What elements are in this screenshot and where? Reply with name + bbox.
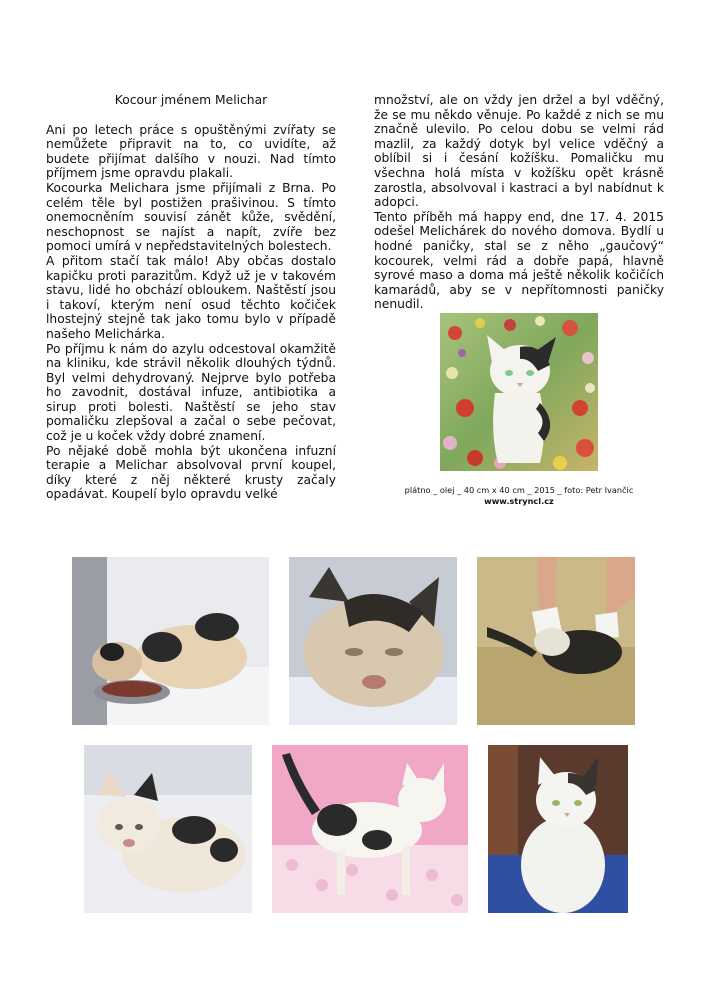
cat-photo-new-home — [488, 745, 628, 913]
caption-text: plátno _ olej _ 40 cm x 40 cm _ 2015 _ foto: Petr Ivančic — [404, 485, 634, 495]
website-link[interactable]: www.stryncl.cz — [484, 495, 554, 506]
cat-painting — [440, 313, 598, 471]
painting-caption — [374, 485, 664, 506]
paragraph: Ani po letech práce s opuštěnými zvířaty se nemůžete připravit na to, co uvidíte, až budete přijímat dalšího v nouzi. Nad tímto příjmem jsme opravdu plakali. — [46, 122, 336, 181]
cat-photo-closeup — [289, 557, 457, 725]
cat-photo-eating — [72, 557, 269, 725]
left-column — [46, 93, 336, 502]
paragraph: Po nějaké době mohla být ukončena infuzní terapie a Melichar absolvoval první koupel, díky které z něj některé krusty začaly opadávat. Koupelí bylo opravdu velké — [46, 443, 336, 502]
paragraph: Kocourka Melichara jsme přijímali z Brna. Po celém těle byl postižen prašivinou. S tímto onemocněním souvisí zánět kůže, svědění, neschopnost se najíst a napít, zvíře bez pomoci umírá v nepředstavitelných bolestech. — [46, 180, 336, 254]
cat-photo-bath — [477, 557, 635, 725]
article-title: Kocour jménem Melichar — [114, 93, 268, 107]
right-column — [374, 93, 664, 312]
paragraph: množství, ale on vždy jen držel a byl vděčný, že se mu někdo věnuje. Po každé z nich se mu značně ulevilo. Po celou dobu se velmi rád mazlil, za každý dotyk byl velice vděčný a oblíbil si i česání kožíšku. Pomaličku mu všechna holá místa v kožíšku opět krásně zarostla, absolvoval i kastraci a byl nabídnut k adopci. — [374, 93, 664, 210]
paragraph: Tento příběh má happy end, dne 17. 4. 2015 odešel Melichárek do nového domova. Bydlí u hodné paničky, stal se z něho „gaučový“ kocourek, velmi rád a dobře papá, hlavně syrové maso a doma má ještě několik kočičích kamarádů, aby se v nepřítomnosti paničky nenudil. — [374, 209, 664, 312]
paragraph: Po příjmu k nám do azylu odcestoval okamžitě na kliniku, kde strávil několik dlouhých týdnů. Byl velmi dehydrovaný. Nejprve bylo potřeba ho zavodnit, dostával infuze, antibiotika a sirup proti bolesti. Naštěstí se jeho stav pomaličku zlepšoval a začal o sebe pečovat, což je u koček vždy dobré znamení. — [46, 341, 336, 444]
cat-photo-recovering — [84, 745, 252, 913]
paragraph: A přitom stačí tak málo! Aby občas dostalo kapičku proti parazitům. Když už je v takovém stavu, lidé ho obchází obloukem. Naštěstí jsou i takoví, kterým není osud těchto kočiček lhostejný stejně tak jako tomu bylo v případě našeho Melichárka. — [46, 253, 336, 341]
cat-photo-walking — [272, 745, 468, 913]
